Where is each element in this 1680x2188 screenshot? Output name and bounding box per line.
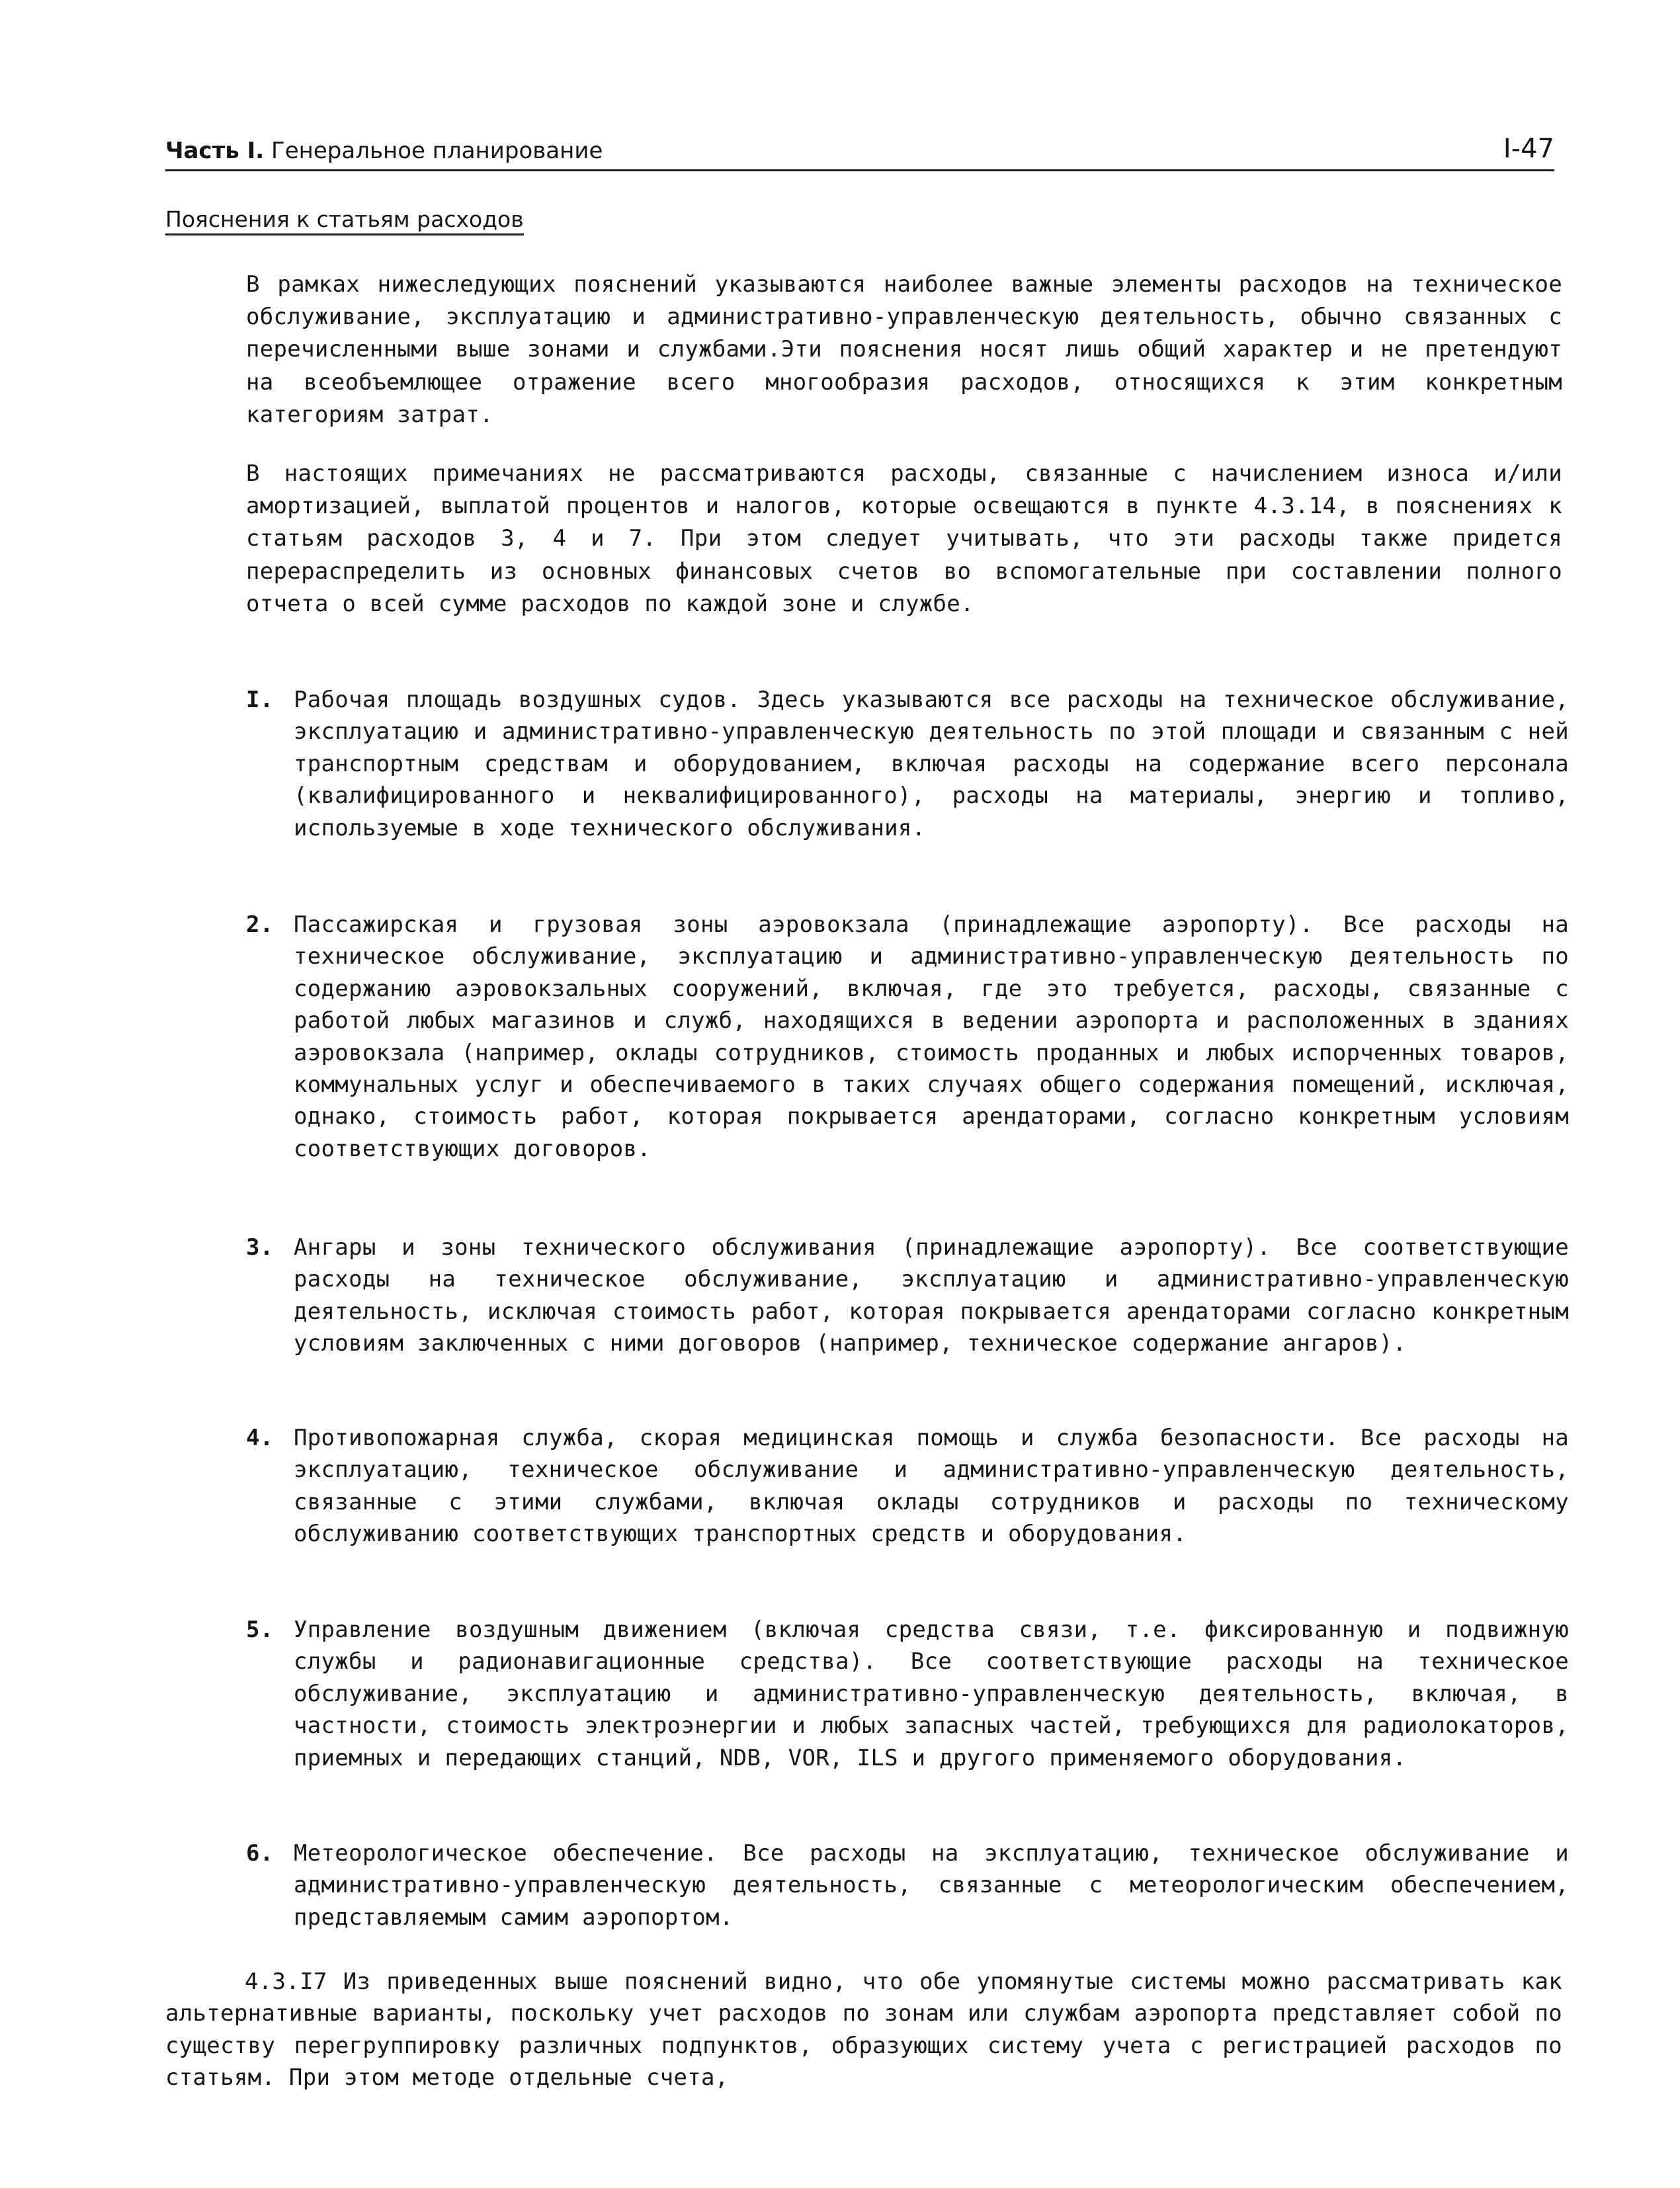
- list-item-text: Противопожарная служба, скорая медицинская помощь и служба безопасности. Все расходы на эксплуатацию, техническое обслуживание и административно-управленческую деятельность, связанные с этими службами, включая оклады сотрудников и расходы по техническому обслуживанию соответствующих транспортных средств и оборудования.: [294, 1425, 1569, 1548]
- list-item: [246, 684, 1569, 844]
- section-title: Пояснения к статьям расходов: [165, 206, 524, 235]
- list-item-number: 2.: [246, 911, 274, 938]
- list-item-text: Рабочая площадь воздушных судов. Здесь указываются все расходы на техническое обслуживание, эксплуатацию и административно-управленческую деятельность по этой площади и связанным с ней транспортным средствам и оборудованием, включая расходы на содержание всего персонала (квалифицированного и неквалифицированного), расходы на материалы, энергию и топливо, используемые в ходе технического обслуживания.: [294, 687, 1569, 841]
- intro-paragraph-2: В настоящих примечаниях не рассматриваются расходы, связанные с начислением износа и/или амортизацией, выплатой процентов и налогов, которые освещаются в пункте 4.3.14, в пояснениях к статьям расходов 3, 4 и 7. При этом следует учитывать, что эти расходы также придется перераспределить из основных финансовых счетов во вспомогательные при составлении полного отчета о всей сумме расходов по каждой зоне и службе.: [246, 460, 1562, 617]
- list-item: [246, 1614, 1569, 1774]
- list-item: [246, 1422, 1569, 1550]
- paragraph-reference: 4.3.I7: [245, 1968, 327, 1995]
- list-item-number: 6.: [246, 1840, 274, 1867]
- list-item: [246, 909, 1569, 1165]
- list-item-text: Пассажирская и грузовая зоны аэровокзала (принадлежащие аэропорту). Все расходы на техническое обслуживание, эксплуатацию и административно-управленческую деятельность по содержанию аэровокзальных сооружений, включая, где это требуется, расходы, связанные с работой любых магазинов и служб, находящихся в ведении аэропорта и расположенных в зданиях аэровокзала (например, оклады сотрудников, стоимость проданных и любых испорченных товаров, коммунальных услуг и обеспечиваемого в таких случаях общего содержания помещений, исключая, однако, стоимость работ, которая покрывается арендаторами, согласно конкретным условиям соответствующих договоров.: [294, 911, 1569, 1162]
- list-item-number: 4.: [246, 1425, 274, 1451]
- header-title: [165, 138, 603, 164]
- list-item-text: Ангары и зоны технического обслуживания (принадлежащие аэропорту). Все соответствующие расходы на техническое обслуживание, эксплуатацию и административно-управленческую деятельность, исключая стоимость работ, которая покрывается арендаторами согласно конкретным условиям заключенных с ними договоров (например, техническое содержание ангаров).: [294, 1234, 1569, 1357]
- final-paragraph-text: Из приведенных выше пояснений видно, что обе упомянутые системы можно рассматривать как альтернативные варианты, поскольку учет расходов по зонам или службам аэропорта представляет собой по существу перегруппировку различных подпунктов, образующих систему учета с регистрацией расходов по статьям. При этом методе отдельные счета,: [165, 1968, 1562, 2091]
- list-item-number: I.: [246, 687, 274, 713]
- header-part: Часть I.: [165, 138, 265, 164]
- list-item: [246, 1232, 1569, 1360]
- list-item: [246, 1837, 1569, 1933]
- list-item-number: 3.: [246, 1234, 274, 1261]
- intro-paragraph-1: В рамках нижеследующих пояснений указываются наиболее важные элементы расходов на техническое обслуживание, эксплуатацию и административно-управленческую деятельность, обычно связанных с перечисленными выше зонами и службами.Эти пояснения носят лишь общий характер и не претендуют на всеобъемлющее отражение всего многообразия расходов, относящихся к этим конкретным категориям затрат.: [246, 271, 1562, 428]
- page-number: I-47: [1503, 134, 1554, 164]
- list-item-text: Управление воздушным движением (включая средства связи, т.е. фиксированную и подвижную службы и радионавигационные средства). Все соответствующие расходы на техническое обслуживание, эксплуатацию и административно-управленческую деятельность, включая, в частности, стоимость электроэнергии и любых запасных частей, требующихся для радиолокаторов, приемных и передающих станций, NDB, VOR, ILS и другого применяемого оборудования.: [294, 1617, 1569, 1771]
- page-header: [165, 130, 1554, 171]
- header-section: Генеральное планирование: [271, 138, 603, 164]
- list-item-text: Метеорологическое обеспечение. Все расходы на эксплуатацию, техническое обслуживание и административно-управленческую деятельность, связанные с метеорологическим обеспечением, представляемым самим аэропортом.: [294, 1840, 1569, 1931]
- final-paragraph: [165, 1966, 1562, 2094]
- list-item-number: 5.: [246, 1617, 274, 1643]
